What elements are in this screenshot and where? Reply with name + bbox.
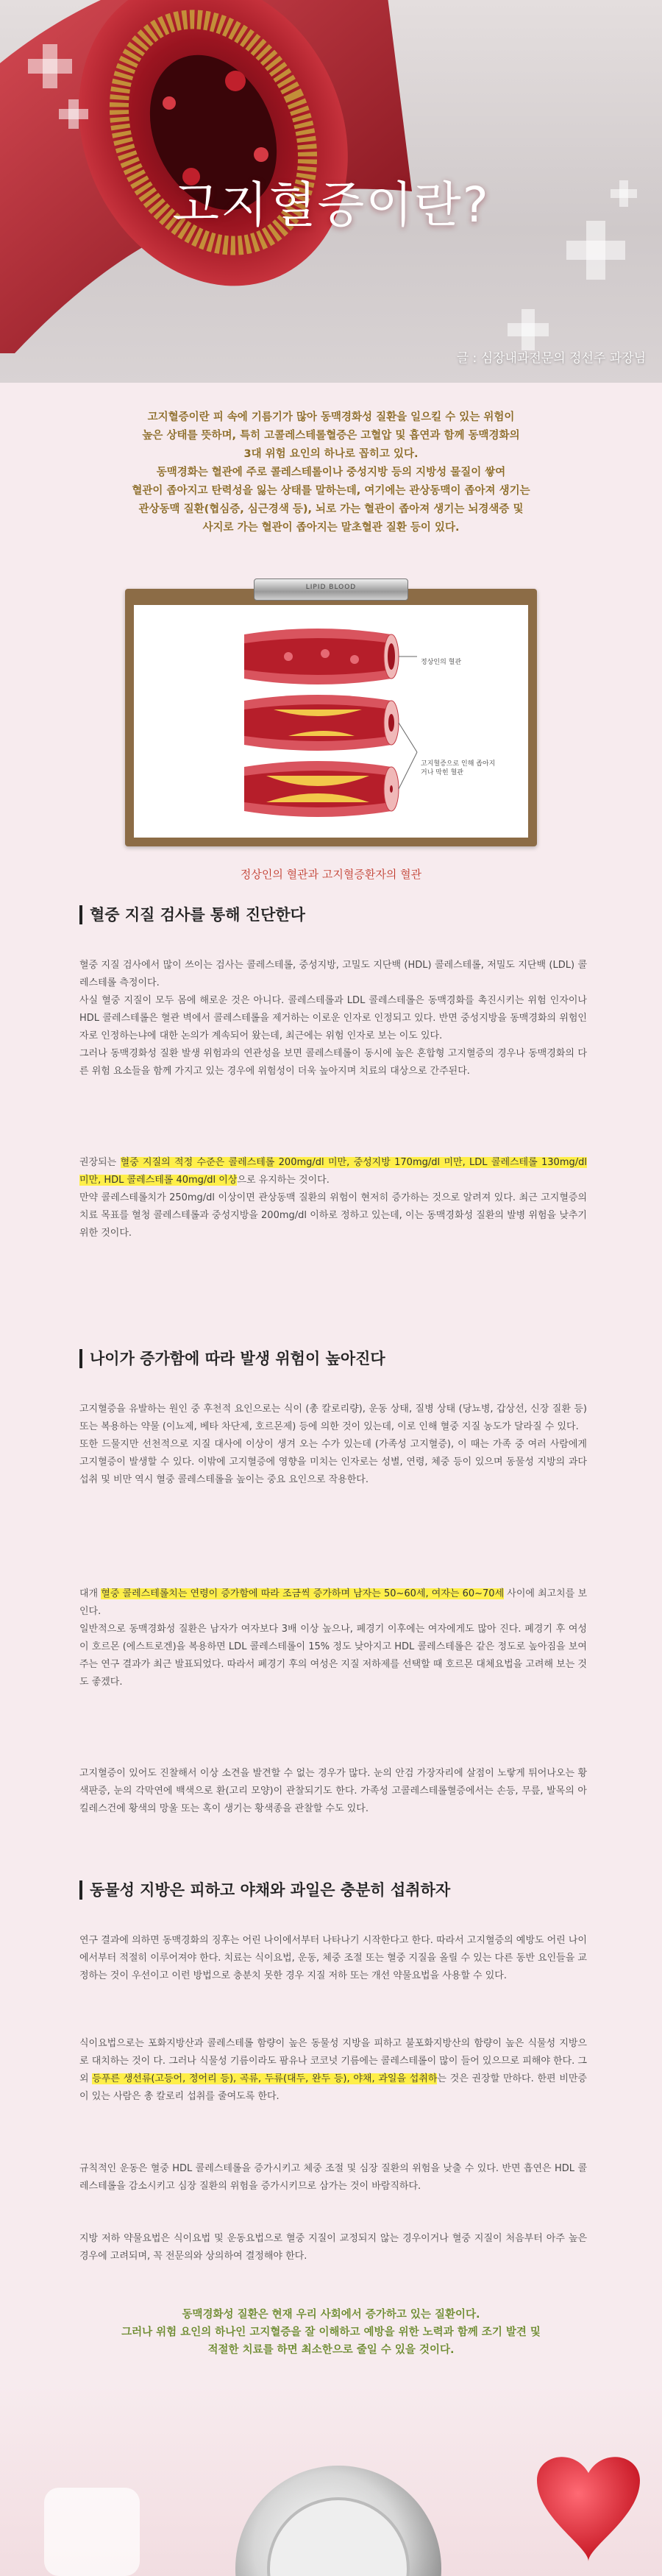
paragraph <box>79 2035 587 2106</box>
clipboard-clip <box>254 578 408 601</box>
vessel-diagram <box>134 605 528 838</box>
paragraph <box>79 1585 587 1621</box>
closing-message <box>74 2306 588 2359</box>
section-body <box>79 2230 587 2265</box>
section-body <box>79 2035 587 2106</box>
section-body <box>79 1585 587 1691</box>
paragraph: 혈중 지질 검사에서 많이 쓰이는 검사는 콜레스테롤, 중성지방, 고밀도 지단백 (HDL) 콜레스테롤, 저밀도 지단백 (LDL) 콜레스테롤 측정이다. <box>79 960 587 988</box>
vessel-cross-section-diagram <box>134 605 528 838</box>
medical-cross-icon <box>508 309 549 350</box>
section-body <box>79 1932 587 1985</box>
intro-line: 관상동맥 질환(협심증, 심근경색 등), 뇌로 가는 혈관이 좁아져 생기는 뇌경색증 및 <box>138 503 524 515</box>
highlighted-text: 등푸른 생선류(고등어, 정어리 등), 곡류, 두류(대두, 완두 등), 야채, 과일을 섭취하 <box>92 2073 438 2084</box>
page-title: 고지혈증이란? <box>172 177 490 233</box>
intro-line: 고지혈증이란 피 속에 기름기가 많아 동맥경화성 질환을 일으킬 수 있는 위험이 <box>147 411 515 423</box>
text-run: 사이에 최고치를 보인다. <box>79 1588 587 1617</box>
closing-line: 적절한 치료를 하면 최소한으로 줄일 수 있을 것이다. <box>207 2344 455 2356</box>
intro-line: 사지로 가는 혈관이 좁아지는 말초혈관 질환 등이 있다. <box>202 522 460 534</box>
section-heading: 나이가 증가함에 따라 발생 위험이 높아진다 <box>79 1349 385 1368</box>
medical-cross-icon <box>28 44 72 88</box>
intro-line: 동맥경화는 혈관에 주로 콜레스테롤이나 중성지방 등의 지방성 물질이 쌓여 <box>156 467 506 478</box>
hero-banner <box>0 0 662 383</box>
paragraph: 일반적으로 동맥경화성 질환은 남자가 여자보다 3배 이상 높으나, 폐경기 이후에는 여자에게도 많아 진다. 폐경기 후 여성이 호르몬 (에스트로겐)을 복용하면 LDL 콜레스테롤이 15% 정도 낮아지고 HDL 콜레스테롤은 같은 정도로 높아짐을 보여 주는 연구 결과가 최근 발표되었다. 따라서 폐경기 후의 여성은 지질 저하제를 선택할 때 호르몬 대체요법을 고려해 보는 것도 좋겠다. <box>79 1624 587 1688</box>
intro-summary <box>59 408 603 537</box>
text-run: 대개 <box>79 1588 102 1599</box>
section-heading: 동물성 지방은 피하고 야채와 과일은 충분히 섭취하자 <box>79 1880 450 1900</box>
stethoscope-heart-illustration <box>0 2385 662 2576</box>
paragraph: 사실 혈중 지질이 모두 몸에 해로운 것은 아니다. 콜레스테롤과 LDL 콜레스테롤은 동맥경화를 촉진시키는 위험 인자이나 HDL 콜레스테롤은 혈관 벽에서 콜레스테롤을 제거하는 이로운 인자로 인정되고 있다. 반면 중성지방을 동맥경화의 위험인자로 인정하는냐에 대한 논의가 계속되어 왔는데, 최근에는 위험 인자로 보는 이도 있다. <box>79 995 587 1041</box>
blocked-vessel-label: 고지혈증으로 인해 좁아지거나 막힌 혈관 <box>421 760 496 776</box>
section-body <box>79 1401 587 1489</box>
paragraph: 고지혈증이 있어도 진찰해서 이상 소견을 발견할 수 없는 경우가 많다. 눈의 안검 가장자리에 살점이 노랗게 튀어나오는 황색판증, 눈의 각막연에 백색으로 환(고리 모양)이 관찰되기도 한다. 가족성 고콜레스테롤혈증에서는 손등, 무릎, 발목의 아킬레스건에 황색의 망울 또는 혹이 생기는 황색종을 관찰할 수도 있다. <box>79 1768 587 1814</box>
author-credit: 글 : 심장내과전문의 정선주 과장님 <box>456 351 646 366</box>
normal-vessel-label: 정상인의 혈관 <box>421 659 462 666</box>
text-run: 권장되는 <box>79 1157 121 1168</box>
intro-line: 3대 위험 요인의 하나로 꼽히고 있다. <box>243 448 419 460</box>
text-run: 는 것은 권장할 만하다. 한편 비만증이 있는 사람은 총 칼로리 섭취를 줄여도록 한다. <box>79 2073 587 2102</box>
paragraph <box>79 1154 587 1189</box>
medical-cross-icon <box>59 99 88 129</box>
section-body <box>79 2160 587 2195</box>
section-body <box>79 1154 587 1242</box>
closing-line: 그러나 위험 요인의 하나인 고지혈증을 잘 이해하고 예방을 위한 노력과 함께 조기 발견 및 <box>121 2326 541 2338</box>
paragraph: 연구 결과에 의하면 동맥경화의 징후는 어린 나이에서부터 나타나기 시작한다고 한다. 따라서 고지혈증의 예방도 어린 나이에서부터 적절히 이루어져야 한다. 치료는 식이요법, 운동, 체중 조절 또는 혈중 지질을 올릴 수 있는 다른 동반 요인들을 교정하는 것이 우선이고 이런 방법으로 충분치 못한 경우 지질 저하 또는 개선 약물요법을 사용할 수 있다. <box>79 1935 587 1981</box>
figure-caption: 정상인의 혈관과 고지혈증환자의 혈관 <box>240 868 422 881</box>
text-run: 으로 유지하는 것이다. <box>237 1175 330 1186</box>
clip-label: LIPID BLOOD <box>305 584 357 591</box>
highlighted-text: 혈중 지질의 적정 수준은 콜레스테롤 200mg/dl 미만, 중성지방 170mg/dl 미만, LDL 콜레스테롤 130mg/dl 미만, HDL 콜레스테롤 40mg/dl 이상 <box>79 1157 587 1186</box>
paragraph: 또한 드물지만 선천적으로 지질 대사에 이상이 생겨 오는 수가 있는데 (가족성 고지혈증), 이 때는 가족 중 여러 사람에게 고지혈증이 발생할 수 있다. 이밖에 고지혈증에 영향을 미치는 인자로는 성별, 연령, 체중 등이 있으며 동물성 지방의 과다 섭취 및 비만 역시 혈중 콜레스테롤을 높이는 중요 요인으로 작용한다. <box>79 1439 587 1485</box>
vessel-comparison-clipboard <box>125 584 537 846</box>
stethoscope-heart-photo <box>0 2385 662 2576</box>
highlighted-text: 혈중 콜레스테롤치는 연령이 증가함에 따라 조금씩 증가하며 남자는 50~60세, 여자는 60~70세 <box>101 1588 505 1599</box>
section-body <box>79 957 587 1080</box>
closing-line: 동맥경화성 질환은 현재 우리 사회에서 증가하고 있는 질환이다. <box>182 2309 480 2321</box>
paragraph: 지방 저하 약물요법은 식이요법 및 운동요법으로 혈중 지질이 교정되지 않는 경우이거나 혈중 지질이 처음부터 아주 높은 경우에 고려되며, 꼭 전문의와 상의하여 결정해야 한다. <box>79 2233 587 2262</box>
section-heading: 혈중 지질 검사를 통해 진단한다 <box>79 905 305 924</box>
paragraph: 규칙적인 운동은 혈중 HDL 콜레스테롤을 증가시키고 체중 조절 및 심장 질환의 위험을 낮출 수 있다. 반면 흡연은 HDL 콜레스테롤을 감소시키고 심장 질환의 위험을 증가시키므로 삼가는 것이 바람직하다. <box>79 2163 587 2192</box>
paragraph: 만약 콜레스테롤치가 250mg/dl 이상이면 관상동맥 질환의 위험이 현저히 증가하는 것으로 알려져 있다. 최근 고지혈증의 치료 목표를 혈청 콜레스테롤과 중성지방을 200mg/dl 이하로 정하고 있는데, 이는 동맥경화성 질환의 발병 위험을 낮추기 위한 것이다. <box>79 1192 587 1239</box>
section-body <box>79 1765 587 1818</box>
intro-line: 높은 상태를 뜻하며, 특히 고콜레스테롤혈증은 고혈압 및 흡연과 함께 동맥경화의 <box>142 430 520 442</box>
text-run: 식이요법으로는 포화지방산과 콜레스테롤 함량이 높은 동물성 지방을 피하고 불포화지방산의 함량이 높은 식물성 지방으로 대치하는 것이 다. 그러나 식물성 기름이라도 팜유나 코코넛 기름에는 콜레스테롤이 많이 들어 있으므로 피해야 한다. 그외 <box>79 2038 587 2084</box>
intro-line: 혈관이 좁아지고 탄력성을 잃는 상태를 말하는데, 여기에는 관상동맥이 좁아져 생기는 <box>132 485 530 497</box>
paragraph: 고지혈증을 유발하는 원인 중 후천적 요인으로는 식이 (총 칼로리량), 운동 상태, 질병 상태 (당뇨병, 갑상선, 신장 질환 등) 또는 복용하는 약물 (이뇨제, 베타 차단제, 호르몬제) 등에 의한 것이 있는데, 이로 인해 혈중 지질 농도가 달라질 수 있다. <box>79 1404 587 1432</box>
paragraph: 그러나 동맥경화성 질환 발생 위험과의 연관성을 보면 콜레스테롤이 동시에 높은 혼합형 고지혈증의 경우나 동맥경화의 다른 위험 요소들을 함께 가지고 있는 경우에 위험성이 더욱 높아지며 치료의 대상으로 간주된다. <box>79 1048 587 1077</box>
